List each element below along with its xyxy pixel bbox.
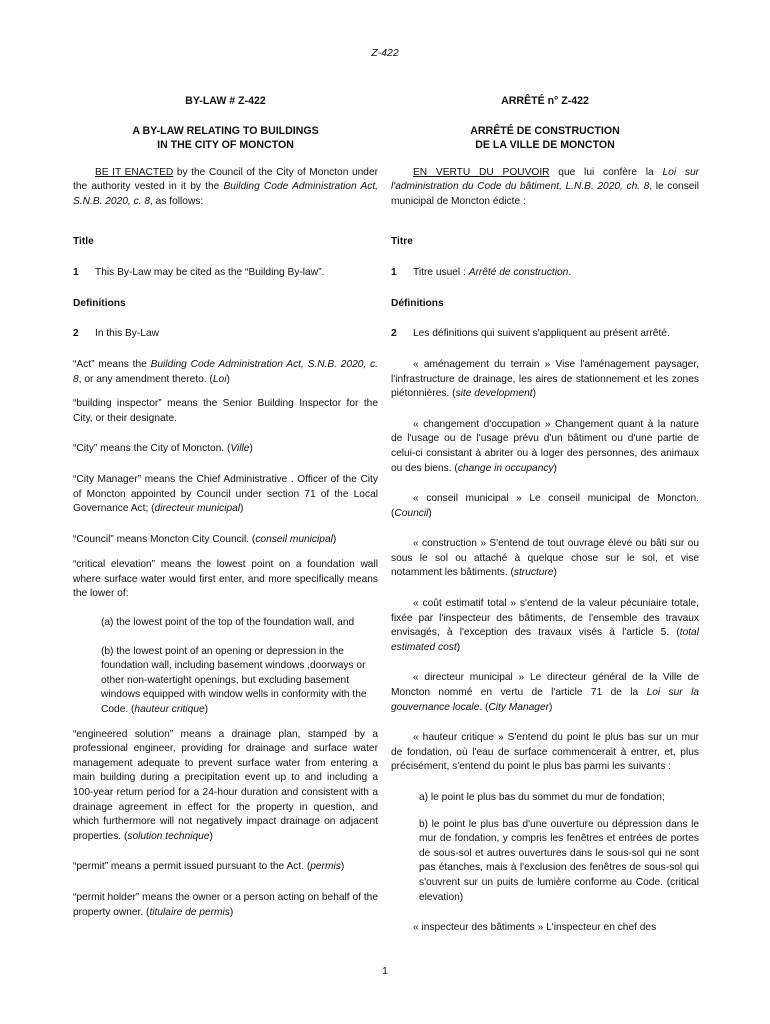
bylaw-number: BY-LAW # Z-422: [185, 95, 266, 107]
definition-permit: “permit” means a permit issued pursuant to the Act. (permis): [73, 861, 345, 873]
definition-council: “Council” means Moncton City Council. (conseil municipal): [73, 533, 337, 545]
section-2: 2 In this By-Law: [73, 328, 159, 340]
arrete-title: [391, 124, 699, 153]
clause-edictant: EN VERTU DU POUVOIR que lui confère la Loi sur l'administration du Code du bâtiment, L.N.B. 2020, ch. 8, le conseil municipal de Moncton édicte :: [391, 166, 700, 207]
definition-conseil-municipal: « conseil municipal » Le conseil municipal de Moncton. (Council): [391, 493, 699, 519]
definition-city-manager: “City Manager” means the Chief Administrative . Officer of the City of Moncton appointed by Council under section 71 of the Local Governance Act; (directeur municipal): [73, 473, 378, 515]
critical-elevation-a: (a) the lowest point of the top of the foundation wall, and: [101, 617, 355, 629]
bylaw-title-line1: A BY-LAW RELATING TO BUILDINGS: [132, 124, 319, 137]
section-1: 1 This By-Law may be cited as the “Building By-law”.: [73, 267, 325, 279]
page-header-code: Z-422: [371, 47, 399, 59]
article-2: 2 Les définitions qui suivent s'appliquent au présent arrêté.: [391, 328, 670, 340]
definition-hauteur-critique: « hauteur critique » S'entend du point le plus bas sur un mur de fondation, où l'eau de surface commencerait à entrer, et, plus précisément, s'entend du point le plus bas parmi les suivants :: [391, 732, 699, 773]
bylaw-title: [73, 124, 378, 153]
definition-engineered-solution: “engineered solution” means a drainage plan, stamped by a professional engineer, providing for drainage and surface water management adequate to prevent surface water from entering a main building during a precipitation event up to and including a 100-year return period for a 24-hour duration and consistent with a drainage agreement in effect for the property in question, and which furthermore will not negatively impact drainage on adjacent properties. (solution technique): [73, 728, 378, 842]
definition-directeur-municipal: « directeur municipal » Le directeur général de la Ville de Moncton nommé en vertu de l'article 71 de la Loi sur la gouvernance locale. (City Manager): [391, 672, 699, 713]
definition-critical-elevation: “critical elevation” means the lowest point on a foundation wall where surface water would first enter, and more specifically means the lower of:: [73, 559, 378, 600]
arrete-number: ARRÊTÉ n° Z-422: [501, 95, 589, 107]
definition-act: “Act” means the Building Code Administration Act, S.N.B. 2020, c. 8, or any amendment thereto. (Loi): [73, 358, 378, 385]
definition-cout-estimatif: « coût estimatif total » s'entend de la valeur pécuniaire totale, fixée par l'inspecteur des bâtiments, de l'ensemble des travaux envisagés, à l'exception des travaux visés à l'article 5. (total estimated cost): [391, 598, 699, 653]
heading-titre: Titre: [391, 235, 413, 247]
clause-edictant-lead: EN VERTU DU POUVOIR: [413, 166, 550, 178]
arrete-title-line2: DE LA VILLE DE MONCTON: [475, 139, 615, 152]
definition-construction: « construction » S'entend de tout ouvrage élevé ou bâti sur ou sous le sol ou attaché à quelque chose sur le sol, et vise notamment les bâtiments. (structure): [391, 538, 699, 579]
definition-inspecteur: « inspecteur des bâtiments » L'inspecteur en chef des: [413, 922, 657, 934]
definition-amenagement: « aménagement du terrain » Vise l'aménagement paysager, l'infrastructure de drainage, les aires de stationnement et les zones piétonnières. (site development): [391, 358, 699, 400]
french-column: [391, 94, 699, 936]
heading-definitions: Definitions: [73, 297, 126, 309]
hauteur-critique-b: b) le point le plus bas d'une ouverture ou dépression dans le mur de fondation, y compris les fenêtres et entrées de portes de sous-sol et autres ouvertures dans le sous-sol qui ne sont pas étanches, mais à l'exclusion des fenêtres de sous-sol qui s'ouvrent sur un puits de lumière conforme au Code. (critical elevation): [419, 818, 699, 903]
heading-definitions-fr: Définitions: [391, 297, 444, 309]
definition-building-inspector: “building inspector” means the Senior Building Inspector for the City, or their designate.: [73, 398, 378, 424]
definition-changement-occupation: « changement d'occupation » Changement quant à la nature de l'usage ou de l'usage prévu d'un bâtiment ou d'une partie de celui-ci consistant à abriter ou à loger des personnes, des animaux ou des biens. (change in occupancy): [391, 418, 699, 474]
hauteur-critique-a: a) le point le plus bas du sommet du mur de fondation;: [419, 792, 665, 803]
critical-elevation-b: (b) the lowest point of an opening or depression in the foundation wall, including basement windows ,doorways or other non-watertight openings, but excluding basement windows equipped with window wells in conformity with the Code. (hauteur critique): [101, 645, 367, 716]
english-column: [73, 94, 378, 920]
page-number: 1: [382, 965, 388, 977]
enacting-clause: BE IT ENACTED by the Council of the City of Moncton under the authority vested in it by the Building Code Administration Act, S.N.B. 2020, c. 8, as follows:: [73, 166, 378, 207]
heading-title: Title: [73, 235, 94, 247]
definition-permit-holder: “permit holder” means the owner or a person acting on behalf of the property owner. (titulaire de permis): [73, 891, 378, 918]
bylaw-title-line2: IN THE CITY OF MONCTON: [157, 139, 294, 152]
definition-city: “City” means the City of Moncton. (Ville): [73, 443, 253, 455]
enacting-clause-lead: BE IT ENACTED: [95, 166, 174, 178]
arrete-title-line1: ARRÊTÉ DE CONSTRUCTION: [470, 124, 620, 137]
article-1: 1 Titre usuel : Arrêté de construction.: [391, 267, 572, 279]
